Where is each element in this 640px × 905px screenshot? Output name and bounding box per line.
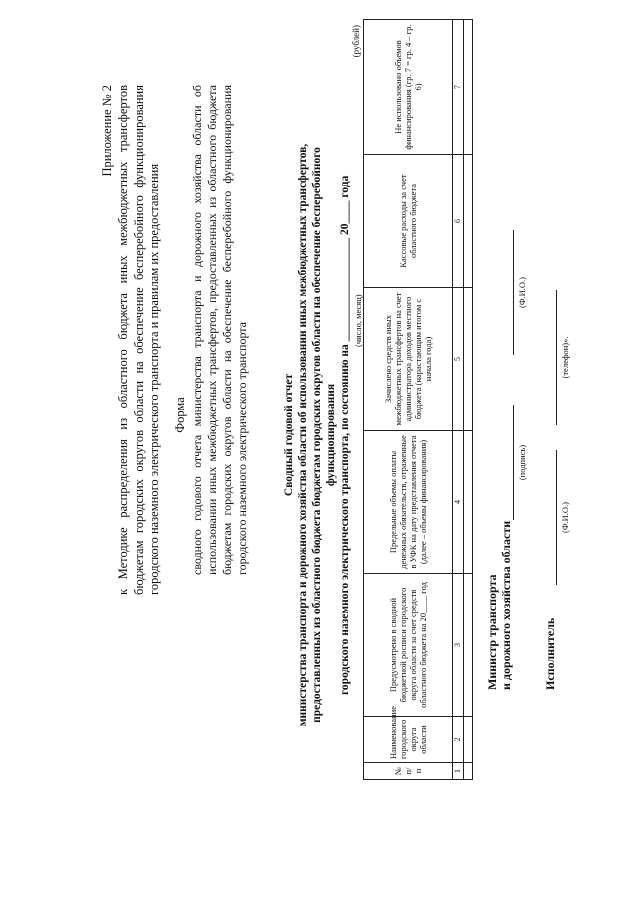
column-number: 2 [453,717,464,763]
report-title [282,125,362,745]
appendix-number: Приложение № 2 [100,85,114,177]
column-number: 1 [453,763,464,780]
table-header-row [364,20,453,780]
executor-phone-line [556,290,557,425]
header-cell-limits: Предельные объемы оплаты денежных обязательств, отраженные в УФК на дату представления отчета (далее – объемы финансирования) [364,431,453,574]
executor-fio-label: (Ф.И.О.) [560,501,570,534]
column-number: 6 [453,155,464,288]
date-sublabel-row [352,125,362,745]
report-title-line3: предоставленных из областного бюджета бюджетам городских округов области на обеспечение бесперебойного функционирования [311,147,337,723]
table-cell [464,155,473,288]
table-cell [464,20,473,155]
table-cell [464,763,473,780]
date-blank: __________________ [339,237,351,342]
minister-fio-label: (Ф.И.О.) [517,276,527,309]
table-column-numbers-row [453,20,464,780]
header-cell-credited: Зачислено средств иных межбюджетных трансфертов на счет администратора доходов местного бюджета (нарастающим итогом с начала года) [364,288,453,431]
form-label: Форма [173,397,187,433]
report-table [363,19,473,780]
signature-line [513,405,514,520]
column-number: 7 [453,20,464,155]
form-description: сводного годового отчета министерства транспорта и дорожного хозяйства области об использовании иных межбюджетных трансфертов, предоставленных из областного бюджета бюджетам городских округов области на обеспечение бесперебойного функционирования городского наземного электрического транспорта [190,85,249,575]
table-cell [464,717,473,763]
table-cell [464,574,473,717]
minister-fio-line [513,230,514,355]
table-row [464,20,473,780]
header-cell-number: № п/п [364,763,453,780]
table-cell [464,431,473,574]
signature-label: (подпись) [517,444,527,481]
year-word: года [339,175,351,198]
column-number: 4 [453,431,464,574]
header-cell-unused: Не использовано объемов финансирования (гр. 7 = гр. 4 – гр. 6) [364,20,453,155]
table-cell [464,288,473,431]
date-sublabel: (число, месяц) [353,294,363,347]
minister-title [485,430,513,690]
minister-title-line2: и дорожного хозяйства области [499,520,513,690]
minister-title-line1: Министр транспорта [485,574,499,690]
header-cell-cash-expenses: Кассовые расходы за счет областного бюджета [364,155,453,288]
report-title-line4-row [338,125,352,745]
currency-label: (рублей) [351,25,361,58]
executor-phone-label: (телефон)». [560,336,570,379]
header-cell-planned: Предусмотрено в сводной бюджетной росписи городского округа области за счет средств областного бюджета на 20____ год [364,574,453,717]
column-number: 5 [453,288,464,431]
report-date-line [338,176,352,695]
executor-fio-line [556,450,557,585]
year-blank: ____ [339,200,351,224]
report-title-line1: Сводный годовой отчет [283,373,295,497]
column-number: 3 [453,574,464,717]
appendix-text: к Методике распределения из областного бюджета иных межбюджетных трансфертов бюджетам городских округов области на обеспечение бесперебойного функционирования городского наземного электрического транспорта и правилам их предоставления [116,85,161,595]
header-cell-district: Наименование городского округа области [364,717,453,763]
executor-label: Исполнитель [543,617,557,690]
year-prefix: 20 [339,223,351,235]
report-title-line2: министерства транспорта и дорожного хозяйства области об использовании иных межбюджетных трансфертов, [297,143,309,727]
report-title-line4: городского наземного электрического транспорта, по состоянию на [339,344,351,695]
